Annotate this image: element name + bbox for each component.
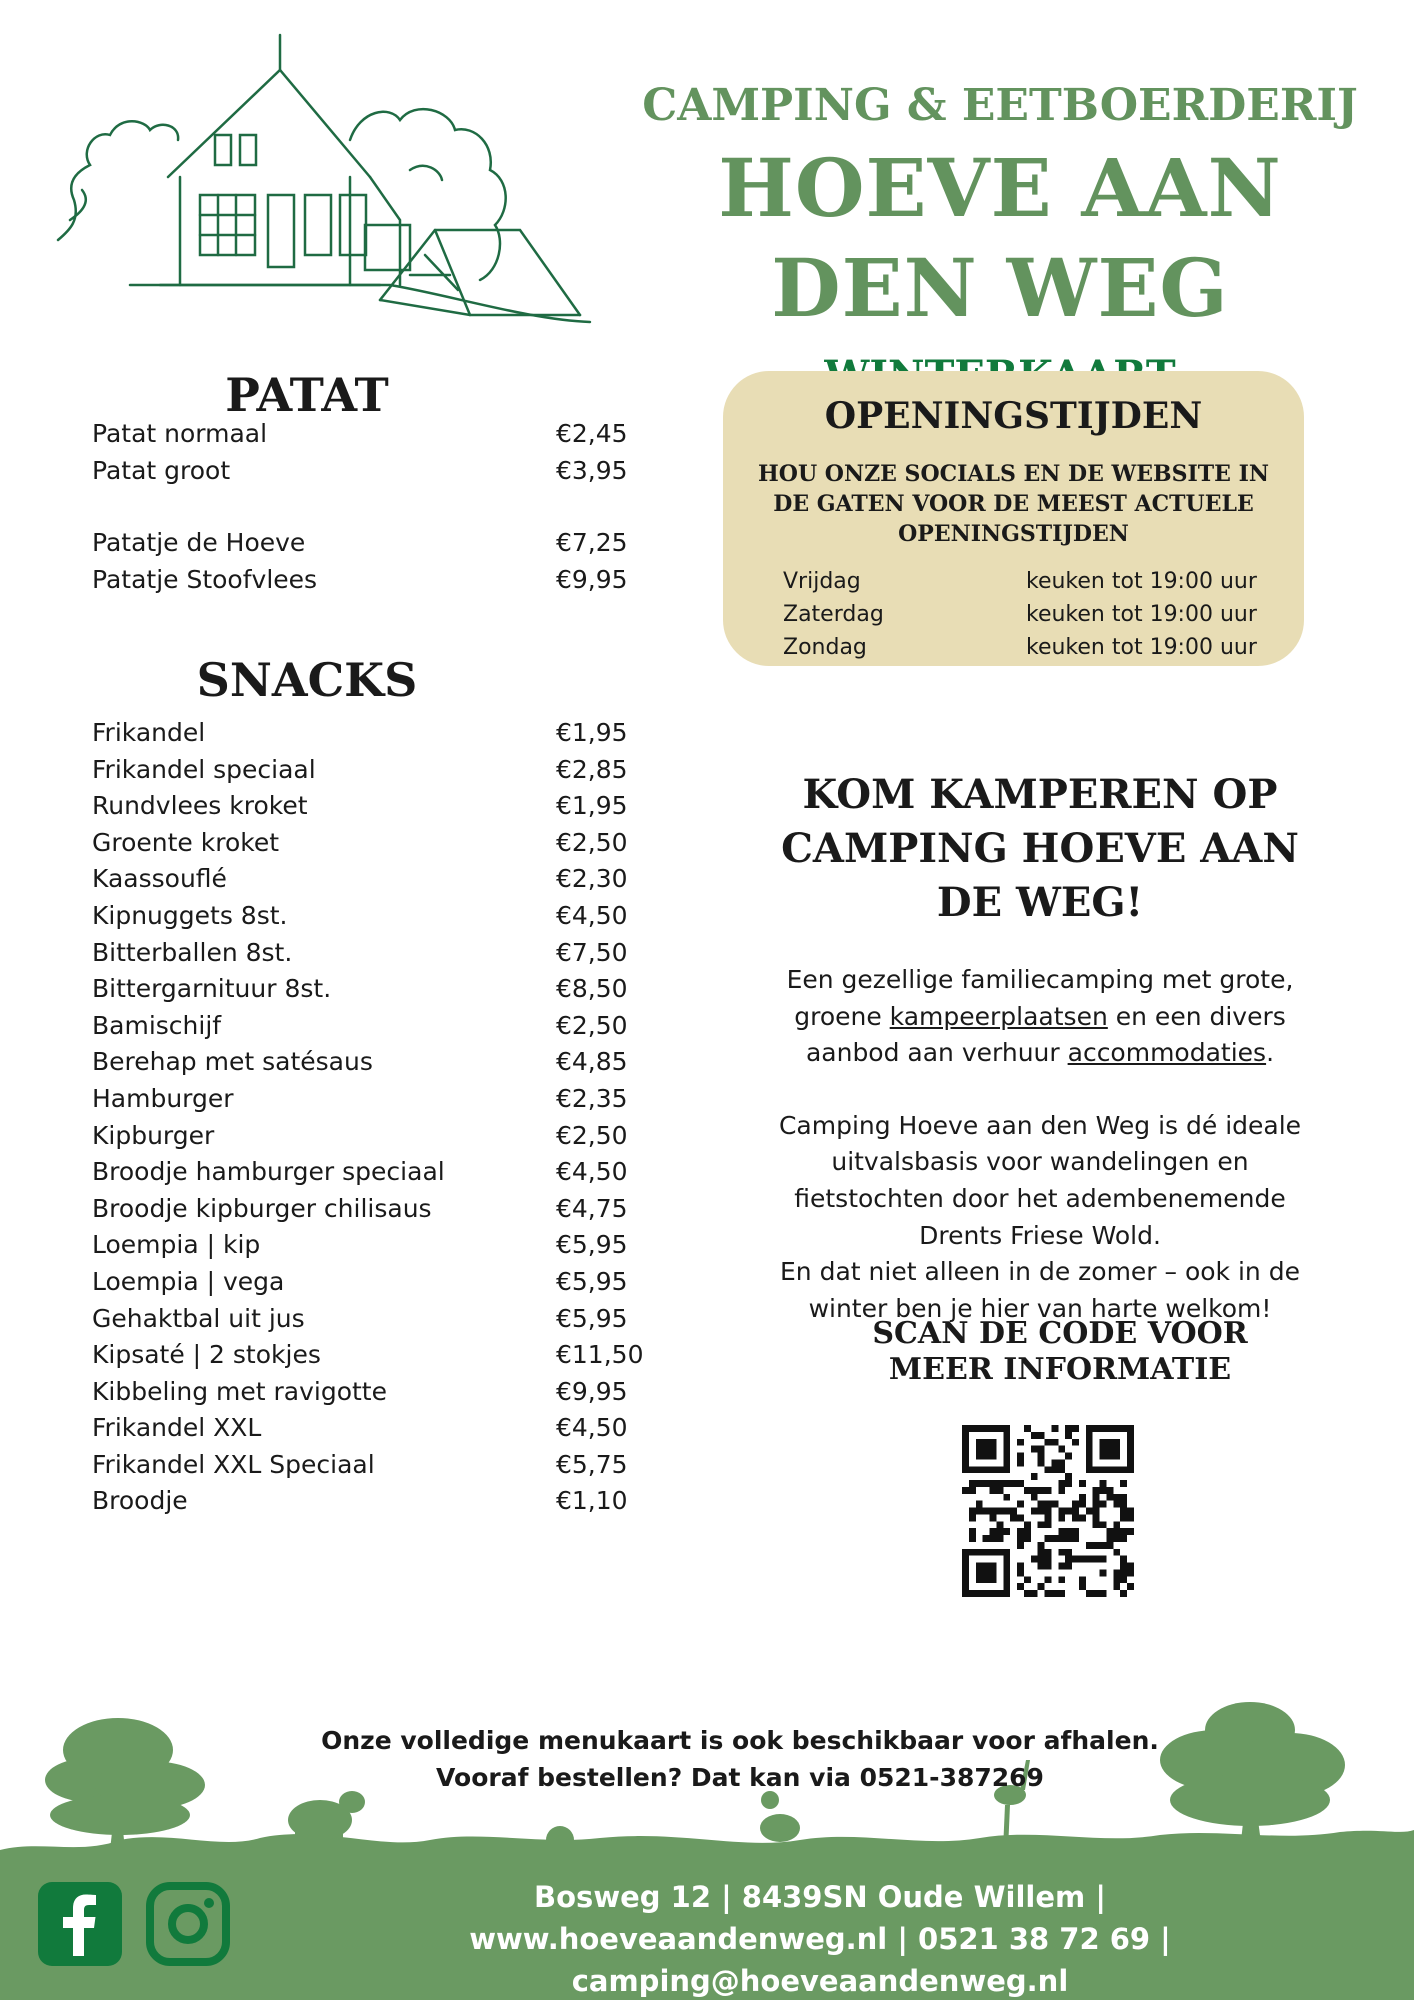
promo-paragraph: En dat niet alleen in de zomer – ook in de winter ben je hier van harte welkom! xyxy=(780,1257,1300,1323)
promo-paragraph: Camping Hoeve aan den Weg is dé ideale uitvalsbasis voor wandelingen en fietstochten door het adembenemende Drents Friese Wold. xyxy=(778,1110,1302,1250)
item-name: Bittergarnituur 8st. xyxy=(92,974,332,1004)
menu-item xyxy=(92,861,652,898)
item-price: €11,50 xyxy=(556,1340,644,1370)
item-name: Patatje Stoofvlees xyxy=(92,564,318,594)
menu-item xyxy=(92,935,652,972)
item-price: €4,85 xyxy=(556,1047,628,1077)
time: keuken tot 19:00 uur xyxy=(1026,635,1257,660)
item-price: €1,10 xyxy=(556,1486,628,1516)
menu-item xyxy=(92,1044,652,1081)
item-price: €4,50 xyxy=(556,1413,628,1443)
item-price: €1,95 xyxy=(556,718,628,747)
accommodations-link[interactable]: accommodaties xyxy=(1067,1038,1267,1068)
item-price: €4,75 xyxy=(556,1193,628,1223)
item-name: Kaassouflé xyxy=(92,864,227,894)
patat-list xyxy=(92,416,652,598)
item-price: €5,75 xyxy=(556,1449,628,1479)
item-price: €2,85 xyxy=(556,754,628,784)
menu-item xyxy=(92,715,652,752)
camping-promo xyxy=(755,768,1325,1327)
menu-item xyxy=(92,416,652,453)
menu-item xyxy=(92,1227,652,1264)
item-price: €5,95 xyxy=(556,1266,628,1296)
menu-item xyxy=(92,1447,652,1484)
menu-item xyxy=(92,562,652,599)
item-name: Frikandel XXL xyxy=(92,1413,262,1443)
menu-item xyxy=(92,1301,652,1338)
scan-label: SCAN DE CODE VOOR MEER INFORMATIE xyxy=(872,1316,1248,1387)
item-price: €9,95 xyxy=(556,1376,628,1406)
item-name: Hamburger xyxy=(92,1083,234,1113)
item-price: €2,35 xyxy=(556,1083,628,1113)
item-name: Groente kroket xyxy=(92,827,280,857)
item-name: Broodje xyxy=(92,1486,188,1516)
item-name: Loempia | kip xyxy=(92,1230,261,1260)
item-price: €7,25 xyxy=(556,528,628,558)
item-price: €4,50 xyxy=(556,1157,628,1187)
item-price: €5,95 xyxy=(556,1303,628,1333)
item-price: €2,50 xyxy=(556,1010,628,1040)
item-name: Patat normaal xyxy=(92,419,268,448)
time: keuken tot 19:00 uur xyxy=(1026,602,1257,627)
item-name: Broodje kipburger chilisaus xyxy=(92,1193,432,1223)
item-name: Patatje de Hoeve xyxy=(92,528,306,558)
opening-hours-list xyxy=(723,565,1304,664)
opening-hours-note: HOU ONZE SOCIALS EN DE WEBSITE IN DE GATEN VOOR DE MEEST ACTUELE OPENINGSTIJDEN xyxy=(758,461,1269,547)
patat-section xyxy=(92,365,652,598)
takeaway-notice xyxy=(250,1722,1230,1796)
item-price: €7,50 xyxy=(556,937,628,967)
item-name: Kipnuggets 8st. xyxy=(92,900,288,930)
header xyxy=(640,80,1360,402)
menu-item xyxy=(92,1374,652,1411)
item-name: Kipburger xyxy=(92,1120,215,1150)
item-name: Kibbeling met ravigotte xyxy=(92,1376,387,1406)
item-name: Berehap met satésaus xyxy=(92,1047,373,1077)
menu-item xyxy=(92,1483,652,1520)
day: Zondag xyxy=(783,635,867,660)
header-title: HOEVE AAN DEN WEG xyxy=(718,141,1282,335)
snacks-list xyxy=(92,715,652,1520)
menu-item xyxy=(92,825,652,862)
item-name: Frikandel XXL Speciaal xyxy=(92,1449,375,1479)
menu-item xyxy=(92,971,652,1008)
item-price: €4,50 xyxy=(556,900,628,930)
promo-text xyxy=(755,962,1325,1327)
item-name: Gehaktbal uit jus xyxy=(92,1303,305,1333)
item-price: €3,95 xyxy=(556,455,628,485)
takeaway-phone: Vooraf bestellen? Dat kan via 0521-387269 xyxy=(436,1763,1044,1792)
menu-item xyxy=(92,1410,652,1447)
footer-contact xyxy=(250,1876,1390,2000)
menu-item xyxy=(92,453,652,490)
item-name: Frikandel xyxy=(92,718,206,747)
time: keuken tot 19:00 uur xyxy=(1026,569,1257,594)
opening-hours-row xyxy=(723,631,1304,664)
menu-item xyxy=(92,1081,652,1118)
address-line: Bosweg 12 | 8439SN Oude Willem | xyxy=(534,1880,1106,1914)
opening-hours-title: OPENINGSTIJDEN xyxy=(824,395,1203,437)
item-name: Patat groot xyxy=(92,455,231,485)
item-price: €9,95 xyxy=(556,564,628,594)
farmhouse-illustration xyxy=(50,30,620,340)
menu-item xyxy=(92,1191,652,1228)
item-price: €2,30 xyxy=(556,864,628,894)
snacks-title: SNACKS xyxy=(196,653,418,707)
item-price: €2,45 xyxy=(556,419,628,448)
item-price: €1,95 xyxy=(556,791,628,821)
menu-item xyxy=(92,1264,652,1301)
header-subtitle: CAMPING & EETBOERDERIJ xyxy=(642,80,1358,131)
item-name: Rundvlees kroket xyxy=(92,791,308,821)
item-name: Bitterballen 8st. xyxy=(92,937,293,967)
instagram-icon[interactable] xyxy=(146,1882,230,1966)
menu-item xyxy=(92,898,652,935)
snacks-section xyxy=(92,650,652,1520)
item-price: €2,50 xyxy=(556,1120,628,1150)
item-name: Frikandel speciaal xyxy=(92,754,316,784)
item-name: Bamischijf xyxy=(92,1010,222,1040)
item-name: Kipsaté | 2 stokjes xyxy=(92,1340,321,1370)
item-price: €8,50 xyxy=(556,974,628,1004)
item-price: €5,95 xyxy=(556,1230,628,1260)
menu-item xyxy=(92,788,652,825)
facebook-icon[interactable] xyxy=(38,1882,122,1966)
patat-title: PATAT xyxy=(225,368,389,422)
promo-text-part: en een divers aanbod aan verhuur xyxy=(805,1001,1286,1068)
item-price: €2,50 xyxy=(556,827,628,857)
opening-hours-row xyxy=(723,598,1304,631)
item-name: Loempia | vega xyxy=(92,1266,285,1296)
day: Zaterdag xyxy=(783,602,884,627)
menu-item xyxy=(92,1154,652,1191)
menu-item xyxy=(92,525,652,562)
contact-line: www.hoeveaandenweg.nl | 0521 38 72 69 | camping@hoeveaandenweg.nl xyxy=(469,1922,1171,1998)
opening-hours-row xyxy=(723,565,1304,598)
qr-code[interactable] xyxy=(962,1425,1134,1597)
menu-item xyxy=(92,1337,652,1374)
item-name: Broodje hamburger speciaal xyxy=(92,1157,445,1187)
menu-item xyxy=(92,1008,652,1045)
opening-hours-box xyxy=(723,371,1304,666)
promo-text-part: Een gezellige familiecamping met grote, groene xyxy=(786,965,1294,1031)
takeaway-line: Onze volledige menukaart is ook beschikbaar voor afhalen. xyxy=(321,1726,1159,1755)
menu-item xyxy=(92,1118,652,1155)
promo-title: KOM KAMPEREN OP CAMPING HOEVE AAN DE WEG! xyxy=(781,771,1299,926)
campsites-link[interactable]: kampeerplaatsen xyxy=(889,1001,1108,1031)
day: Vrijdag xyxy=(783,569,861,594)
promo-text-part: . xyxy=(1266,1038,1275,1068)
menu-item xyxy=(92,752,652,789)
